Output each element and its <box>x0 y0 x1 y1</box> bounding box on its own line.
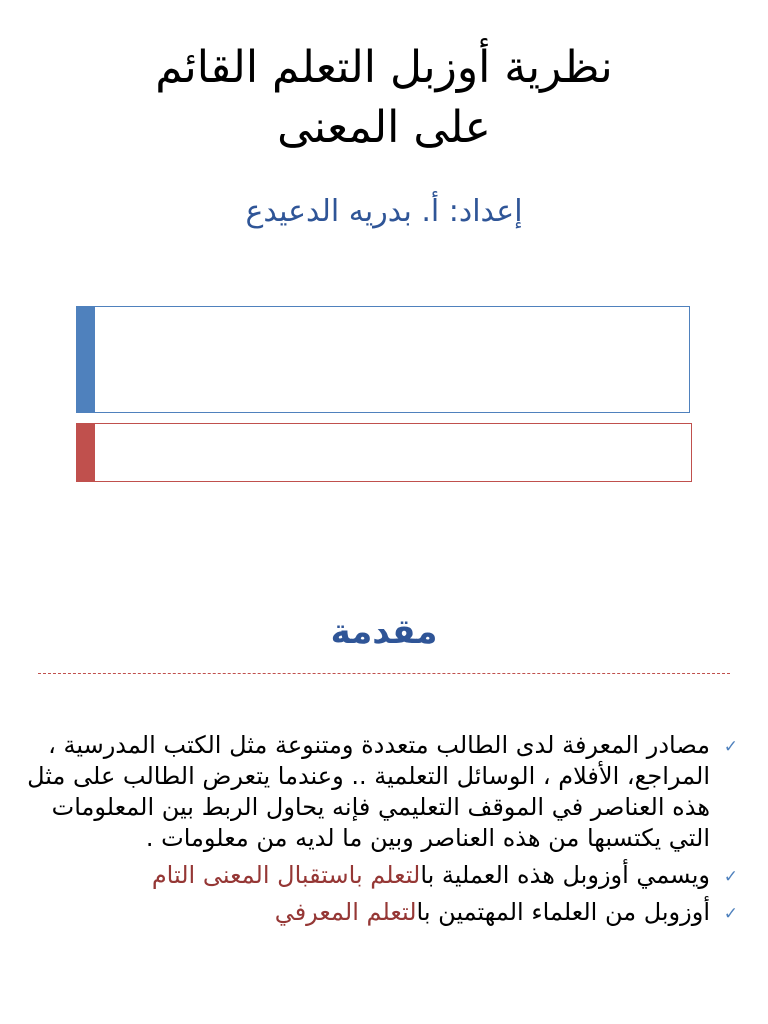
highlighted-term: لتعلم المعرفي <box>274 898 417 926</box>
slide-title <box>60 38 708 158</box>
red-accent-bar <box>77 424 95 481</box>
section-heading: مقدمة <box>330 612 438 652</box>
checkmark-icon: ✓ <box>723 867 738 887</box>
bullet-list <box>20 730 740 934</box>
bullet-text: ويسمي أوزوبل هذه العملية با <box>420 861 710 889</box>
title-line-1: نظرية أوزبل التعلم القائم <box>155 42 613 93</box>
checkmark-icon: ✓ <box>723 904 738 924</box>
checkmark-icon: ✓ <box>723 737 738 757</box>
bullet-item <box>20 730 740 854</box>
bullet-text: مصادر المعرفة لدى الطالب متعددة ومتنوعة مثل الكتب المدرسية ، المراجع، الأفلام ، الوسائل التعلمية .. وعندما يتعرض الطالب على مثل هذه العناصر في الموقف التعليمي فإنه يحاول الربط بين المعلومات التي يكتسبها من هذه العناصر وبين ما لديه من معلومات . <box>27 731 710 852</box>
bullet-item <box>20 860 740 891</box>
title-line-2: على المعنى <box>277 102 491 153</box>
author-subtitle: إعداد: أ. بدريه الدعيدع <box>245 194 523 229</box>
red-placeholder-box <box>76 423 692 482</box>
highlighted-term: لتعلم باستقبال المعنى التام <box>151 861 421 889</box>
bullet-text: أوزوبل من العلماء المهتمين با <box>416 898 710 926</box>
dashed-divider <box>38 673 730 674</box>
intro-slide <box>0 560 768 1024</box>
blue-placeholder-box <box>76 306 690 413</box>
bullet-item <box>20 897 740 928</box>
blue-accent-bar <box>77 307 95 412</box>
